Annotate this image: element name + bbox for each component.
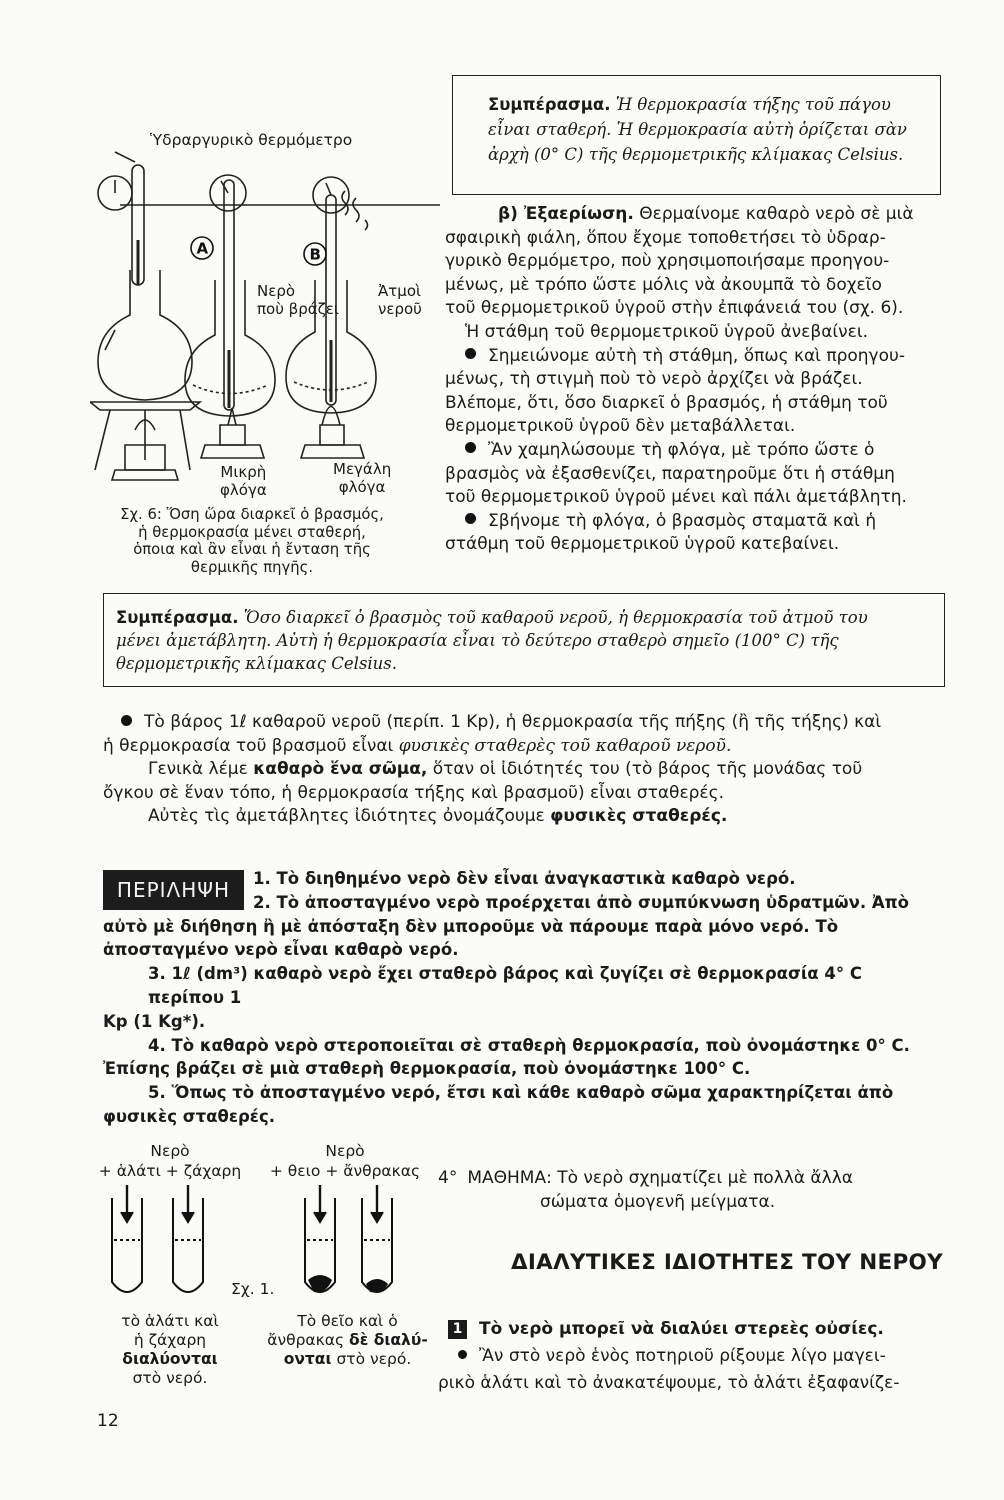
- label-large-flame: Μεγάλη φλόγα: [333, 460, 392, 496]
- boiling-apparatus-drawing: [90, 140, 450, 500]
- left-tubes-label: Νερὸ + ἁλάτι + ζάχαρη: [98, 1142, 242, 1180]
- boiling-heading: β) Ἐξαερίωση.: [498, 204, 634, 224]
- bullet: [458, 1350, 467, 1359]
- conclusion-1-title: Συμπέρασμα.: [488, 95, 611, 114]
- right-tubes-caption: Τὸ θεῖο καὶ ὁ ἄνθρακας δὲ διαλύ- ονται στὸ νερό.: [267, 1312, 428, 1368]
- conclusion-2-title: Συμπέρασμα.: [116, 608, 239, 627]
- section-number-badge: 1: [448, 1320, 467, 1339]
- lesson-title: 4° ΜΑΘΗΜΑ: Τὸ νερὸ σχηματίζει μὲ πολλὰ ἄλλα σώματα ὁμογενῆ μείγματα.: [438, 1168, 853, 1212]
- label-boiling-water: Νερὸ ποὺ βράζει: [257, 282, 339, 318]
- bullet: [465, 348, 476, 359]
- figure-1-label: Σχ. 1.: [231, 1280, 275, 1298]
- thermometer-label: Ὑδραργυρικὸ θερμόμετρο: [150, 131, 353, 149]
- label-vapour: Ἀτμοὶ νεροῦ: [378, 282, 422, 318]
- marker-b: B: [309, 245, 321, 264]
- summary-section: 1. Τὸ διηθημένο νερὸ δὲν εἶναι ἀναγκαστικὰ καθαρὸ νερό. 2. Τὸ ἀποσταγμένο νερὸ προέρχεται ἀπὸ συμπύκνωση ὑδρατμῶν. Ἀπὸ αὐτὸ μὲ διήθηση ἢ μὲ ἀπόσταξη δὲν μποροῦμε νὰ πάρουμε παρὰ μόνο νερό. Τὸ ἀποσταγμένο νερὸ εἶναι καθαρὸ νερό. 3. 1ℓ (dm³) καθαρὸ νερὸ ἔχει σταθερὸ βάρος καὶ ζυγίζει σὲ θερμοκρασία 4° C περίπου 1 Kp (1 Kg*). 4. Τὸ καθαρὸ νερὸ στεροποιεῖται σὲ σταθερὴ θερμοκρασία, ποὺ ὀνομάστηκε 0° C. Ἐπίσης βράζει σὲ μιὰ σταθερὴ θερμοκρασία, ποὺ ὀνομάστηκε 100° C. 5. Ὅπως τὸ ἀποσταγμένο νερό, ἔτσι καὶ κάθε καθαρὸ σῶμα χαρακτηρίζεται ἀπὸ φυσικὲς σταθερές.: [103, 869, 910, 1126]
- left-tubes-caption: τὸ ἁλάτι καὶ ἡ ζάχαρη διαλύονται στὸ νερό.: [121, 1312, 219, 1387]
- conclusion-box-1: Συμπέρασμα. Ἡ θερμοκρασία τήξης τοῦ πάγου εἶναι σταθερή. Ἡ θερμοκρασία αὐτὴ ὁρίζεται σὰν ἀρχὴ (0° C) τῆς θερμομετρικῆς κλίμακας Celsius.: [452, 75, 941, 195]
- figure-6-caption: Σχ. 6: Ὅση ὥρα διαρκεῖ ὁ βρασμός, ἡ θερμοκρασία μένει σταθερή, ὁποια καὶ ἂν εἶναι ἡ ἔνταση τῆς θερμικῆς πηγῆς.: [120, 506, 384, 576]
- page-number: 12: [97, 1411, 119, 1431]
- boiling-section: β) Ἐξαερίωση. Θερμαίνομε καθαρὸ νερὸ σὲ μιὰ σφαιρικὴ φιάλη, ὅπου ἔχομε τοποθετήσει τὸ ὑδραρ- γυρικὸ θερμόμετρο, ποὺ χρησιμοποιήσαμε προηγου- μένως, μὲ τρόπο ὥστε μόλις νὰ ἀκουμπᾶ τὸ δοχεῖο τοῦ θερμομετρικοῦ ὑγροῦ στὴν ἐπιφάνειά του (σχ. 6). Ἡ στάθμη τοῦ θερμομετρικοῦ ὑγροῦ ἀνεβαίνει. Σημειώνομε αὐτὴ τὴ στάθμη, ὅπως καὶ προηγου- μένως, τὴ στιγμὴ ποὺ τὸ νερὸ ἀρχίζει νὰ βράζει. Βλέπομε, ὅτι, ὅσο διαρκεῖ ὁ βρασμός, ἡ στάθμη τοῦ θερμομετρικοῦ ὑγροῦ δὲν μεταβάλλεται. Ἂν χαμηλώσουμε τὴ φλόγα, μὲ τρόπο ὥστε ὁ βρασμὸς νὰ ἐξασθενίζει, παρατηροῦμε ὅτι ἡ στάθμη τοῦ θερμομετρικοῦ ὑγροῦ μένει καὶ πάλι ἀμετάβλητη. Σβήνομε τὴ φλόγα, ὁ βρασμὸς σταματᾶ καὶ ἡ στάθμη τοῦ θερμομετρικοῦ ὑγροῦ κατεβαίνει.: [445, 204, 914, 555]
- right-tubes-label: Νερὸ + θειο + ἄνθρακας: [269, 1142, 421, 1180]
- marker-a: A: [196, 239, 209, 258]
- section-heading: ΔΙΑΛΥΤΙΚΕΣ ΙΔΙΟΤΗΤΕΣ ΤΟΥ ΝΕΡΟΥ: [510, 1250, 943, 1275]
- lesson-number: 4°: [438, 1168, 458, 1188]
- label-small-flame: Μικρὴ φλόγα: [220, 463, 267, 499]
- bullet: [465, 442, 476, 453]
- physical-constants: Τὸ βάρος 1ℓ καθαροῦ νεροῦ (περίπ. 1 Kp), ἡ θερμοκρασία τῆς πήξης (ἢ τῆς τήξης) καὶ ἡ θερμοκρασία τοῦ βρασμοῦ εἶναι φυσικὲς σταθερὲς τοῦ καθαροῦ νεροῦ. Γενικὰ λέμε καθαρὸ ἕνα σῶμα, ὅταν οἱ ἰδιότητές του (τὸ βάρος τῆς μονάδας τοῦ ὄγκου σὲ ἕναν τόπο, ἡ θερμοκρασία τήξης καὶ βρασμοῦ) εἶναι σταθερές. Αὐτὲς τὶς ἀμετάβλητες ἰδιότητες ὀνομάζουμε φυσικὲς σταθερές.: [103, 712, 882, 826]
- bullet: [121, 715, 132, 726]
- summary-badge: ΠΕΡΙΛΗΨΗ: [103, 870, 244, 910]
- bullet: [465, 513, 476, 524]
- solvent-section: 1 Τὸ νερὸ μπορεῖ νὰ διαλύει στερεὲς οὐσίες. Ἂν στὸ νερὸ ἑνὸς ποτηριοῦ ρίξουμε λίγο μαγει- ρικὸ ἁλάτι καὶ τὸ ἀνακατέψουμε, τὸ ἁλάτι ἐξαφανίζε-: [438, 1319, 900, 1393]
- conclusion-box-2: Συμπέρασμα. Ὅσο διαρκεῖ ὁ βρασμὸς τοῦ καθαροῦ νεροῦ, ἡ θερμοκρασία τοῦ ἀτμοῦ του μένει ἀμετάβλητη. Αὐτὴ ἡ θερμοκρασία εἶναι τὸ δεύτερο σταθερὸ σημεῖο (100° C) τῆς θερμομετρικῆς κλίμακας Celsius.: [103, 593, 945, 687]
